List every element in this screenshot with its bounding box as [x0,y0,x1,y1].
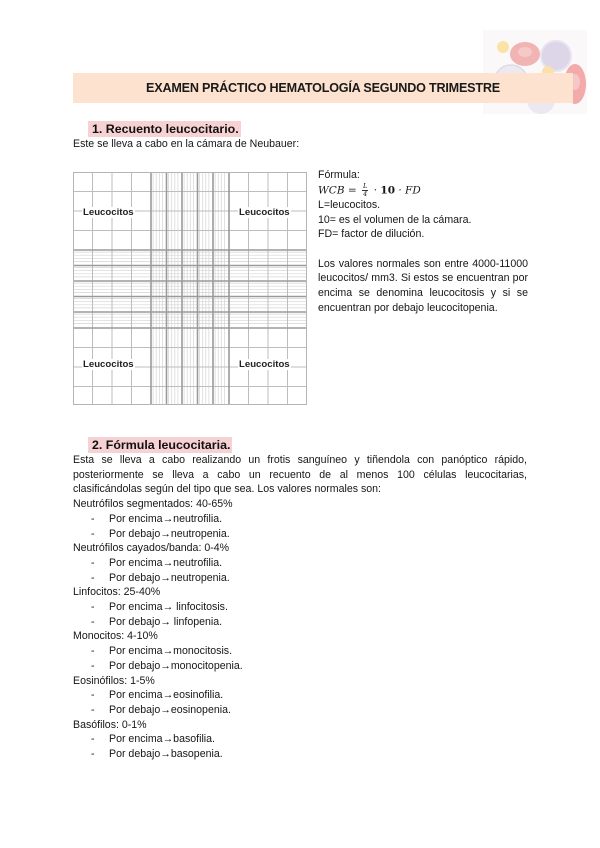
cell-type-monocitos: Monocitos: 4-10% [73,630,158,643]
neubauer-chamber-grid [73,172,307,405]
formula-fraction [362,183,368,198]
fraction-denominator: 4 [363,189,368,198]
formula-def-fd: FD= factor de dilución. [318,228,425,241]
list-item: - Por encima→neutrofilia. [91,556,223,569]
list-item: - Por encima→neutrofilia. [91,512,223,525]
fraction-numerator: L [363,181,368,190]
list-item: - Por encima→eosinofilia. [91,689,224,702]
formula-ten: 10 [380,184,396,197]
formula-label: Fórmula: [318,169,360,181]
cell-type-eosinofilos: Eosinófilos: 1-5% [73,674,155,687]
section-1-heading-wrap [88,120,241,138]
formula-block [318,168,528,316]
section-2-heading-wrap [88,436,232,454]
list-item: - Por encima→ linfocitosis. [91,601,228,614]
list-item: - Por debajo→monocitopenia. [91,659,243,672]
list-item: - Por debajo→neutropenia. [91,527,230,540]
grid-label-top-left: Leucocitos [83,207,134,218]
cell-type-linfocitos: Linfocitos: 25-40% [73,586,161,599]
section-2-body [73,453,527,762]
formula-def-l: L=leucocitos. [318,198,381,211]
section-1-heading: 1. Recuento leucocitario. [88,121,241,137]
grid-label-top-right: Leucocitos [239,207,290,218]
grid-label-bottom-left: Leucocitos [83,359,134,370]
section-1-intro: Este se lleva a cabo en la cámara de Neubauer: [73,138,300,150]
section-2-heading: 2. Fórmula leucocitaria. [88,437,232,453]
list-item: - Por debajo→neutropenia. [91,571,230,584]
list-item: - Por encima→basofilia. [91,733,215,746]
grid-label-bottom-right: Leucocitos [239,359,290,370]
formula-equation [318,183,528,198]
formula-rhs: · FD [398,184,421,197]
cell-type-neutrofilos-segmentados: Neutrófilos segmentados: 40-65% [73,498,233,511]
formula-lhs: WCB = [318,184,357,197]
formula-def-10: 10= es el volumen de la cámara. [318,213,472,226]
cell-type-basofilos: Basófilos: 0-1% [73,718,147,731]
list-item: - Por debajo→ linfopenia. [91,615,223,628]
list-item: - Por debajo→eosinopenia. [91,703,231,716]
page-title: EXAMEN PRÁCTICO HEMATOLOGÍA SEGUNDO TRIMESTRE [146,81,500,95]
formula-dot: · [373,184,378,197]
normal-values-paragraph: Los valores normales son entre 4000-11000 leucocitos/ mm3. Si estos se encuentran por encima se denomina leucocitosis y si se encuentran por debajo leucocitopenia. [318,257,528,314]
cell-type-neutrofilos-cayados: Neutrófilos cayados/banda: 0-4% [73,542,230,555]
section-2-intro: Esta se lleva a cabo realizando un frotis sanguíneo y tiñendola con panóptico rápido, posteriormente se lleva a cabo un recuento de al menos 100 células leucocitarias, clasificándolas según del tipo que sea. Los valores normales son: [73,454,527,496]
list-item: - Por encima→monocitosis. [91,645,233,658]
list-item: - Por debajo→basopenia. [91,748,223,761]
title-banner [73,73,573,103]
